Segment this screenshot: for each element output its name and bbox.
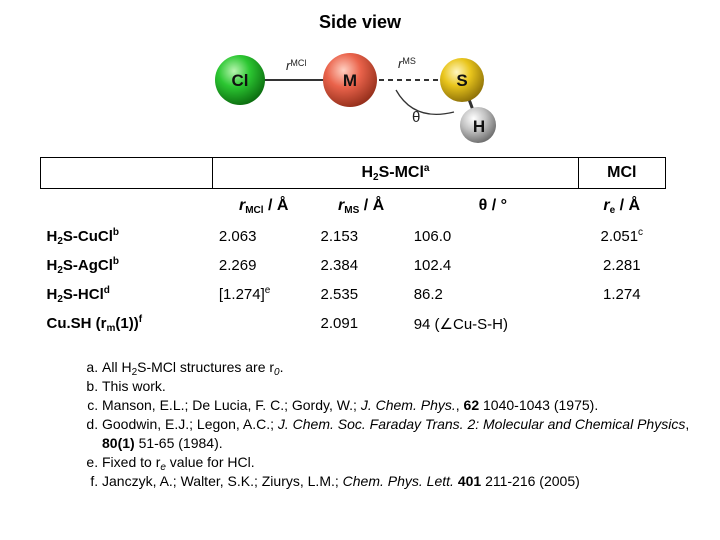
r-mcl-r: r (286, 58, 291, 73)
col-r-mcl-sub: MCl (245, 204, 264, 216)
row-label-sub: 2 (57, 265, 63, 276)
group-header-h2s-mcl (213, 158, 578, 189)
col-r-mcl-unit: / Å (263, 196, 289, 214)
angle-icon: ∠ (439, 315, 453, 333)
row-label-sub: 2 (57, 294, 63, 305)
cell-r-mcl (213, 280, 315, 309)
note-c-authors: Manson, E.L.; De Lucia, F. C.; Gordy, W.; (102, 397, 361, 413)
footnote-a (102, 358, 702, 377)
row-label (41, 280, 213, 309)
cell-r-mcl (213, 309, 315, 338)
note-f-authors: Janczyk, A.; Walter, S.K.; Ziurys, L.M.; (102, 473, 343, 489)
bond-parameters-table (40, 157, 666, 338)
atom-m-label: M (342, 71, 358, 90)
table-row (41, 222, 666, 251)
row-label-rest: S-HCl (62, 286, 104, 303)
row-label-main: Cu.SH (r (46, 315, 107, 332)
table-header-group-row (41, 158, 666, 189)
note-e-sub: e (160, 462, 166, 473)
note-e-pre: Fixed to r (102, 454, 161, 470)
table-row (41, 280, 666, 309)
cell-theta-rest: Cu-S-H) (453, 315, 508, 333)
row-label-rest: S-CuCl (62, 228, 113, 245)
cell-re: 2.281 (603, 257, 641, 274)
col-r-mcl-r: r (238, 196, 246, 214)
cell-r-ms: 2.384 (320, 257, 359, 274)
note-f-rest: 211-216 (2005) (481, 473, 580, 489)
note-d-journal: J. Chem. Soc. Faraday Trans. 2: Molecular and Chemical Physics (277, 416, 686, 432)
side-view-diagram (200, 36, 520, 148)
note-a-mid: S-MCl structures are r (137, 359, 275, 375)
row-label-main: H (46, 257, 58, 274)
note-d-sep: , (685, 416, 690, 432)
row-label-sup: d (103, 285, 110, 296)
cell-theta: 86.2 (413, 286, 443, 303)
footnote-b: b. This work. (102, 377, 702, 396)
r-mcl-label (286, 58, 306, 73)
row-label-sup: b (112, 256, 120, 267)
cell-r-ms: 2.535 (320, 286, 359, 303)
group-header-sup: a (423, 163, 430, 174)
group-header-rest: S-MCl (378, 164, 424, 181)
col-re-sub: e (609, 204, 616, 216)
table-row (41, 309, 666, 338)
cell-re (578, 309, 665, 338)
note-c-rest: 1040-1043 (1975). (479, 397, 599, 413)
footnotes-list (70, 358, 702, 491)
note-c-volume: 62 (463, 397, 480, 413)
diagram-title: Side view (318, 12, 402, 32)
cell-re: 1.274 (603, 286, 641, 303)
note-f-volume: 401 (457, 473, 482, 489)
col-re-unit: / Å (615, 196, 641, 214)
row-label-rest: S-AgCl (62, 257, 113, 274)
note-d-volume: 80(1) (102, 435, 135, 451)
col-r-ms-r: r (338, 196, 345, 214)
row-label-sup: b (112, 227, 120, 238)
row-label-sub: m (106, 323, 116, 334)
r-ms-sub: MS (402, 56, 416, 66)
cell-r-mcl-value: [1.274] (218, 286, 265, 303)
row-label (41, 251, 213, 280)
footnote-c (102, 396, 702, 415)
cell-theta: 106.0 (413, 228, 452, 245)
cell-r-mcl: 2.063 (218, 228, 257, 245)
r-ms-label (398, 56, 416, 71)
col-r-ms-unit: / Å (359, 196, 385, 214)
cell-theta-value: 94 ( (413, 315, 440, 333)
cell-re-value: 2.051 (600, 228, 639, 245)
row-label-sup: f (138, 314, 143, 325)
table-header-column-row (41, 189, 666, 223)
atom-h-label: H (472, 117, 486, 136)
cell-r-mcl-sup: e (264, 285, 271, 296)
group-header-mcl: MCl (578, 158, 665, 189)
col-header-empty (41, 189, 213, 223)
cell-r-ms: 2.091 (320, 315, 359, 332)
note-d-authors: Goodwin, E.J.; Legon, A.C.; (102, 416, 278, 432)
col-header-r-mcl (213, 189, 315, 223)
footnote-f (102, 472, 702, 491)
col-header-r-ms (315, 189, 408, 223)
r-ms-r: r (398, 56, 403, 71)
note-a-sub2: 0 (274, 367, 280, 378)
row-label (41, 222, 213, 251)
theta-label: θ (412, 109, 421, 126)
atom-cl-label: Cl (231, 71, 249, 90)
note-c-journal: J. Chem. Phys. (360, 397, 456, 413)
note-a-pre: All H (102, 359, 132, 375)
row-label (41, 309, 213, 338)
col-re-r: r (603, 196, 610, 214)
note-e-post: value for HCl. (165, 454, 255, 470)
note-c-sep: , (455, 397, 464, 413)
cell-r-mcl: 2.269 (218, 257, 257, 274)
row-label-rest: (1)) (115, 315, 139, 332)
group-header-sub: 2 (373, 172, 379, 183)
cell-re-sup: c (638, 227, 644, 238)
note-d-rest: 51-65 (1984). (134, 435, 223, 451)
col-header-re (578, 189, 665, 223)
col-header-theta: θ / ° (478, 196, 508, 214)
r-mcl-sub: MCl (290, 58, 307, 68)
note-a-sub: 2 (131, 367, 138, 378)
cell-re (578, 222, 665, 251)
note-a-post: . (279, 359, 284, 375)
row-label-main: H (46, 228, 58, 245)
atom-s-label: S (456, 71, 468, 90)
cell-theta: 102.4 (413, 257, 452, 274)
row-label-main: H (46, 286, 58, 303)
col-r-ms-sub: MS (344, 204, 360, 216)
group-header-main: H (361, 164, 374, 181)
header-empty-cell (41, 158, 213, 189)
table-row (41, 251, 666, 280)
footnote-d (102, 415, 702, 453)
cell-r-ms: 2.153 (320, 228, 359, 245)
cell-theta (408, 309, 578, 338)
note-f-journal: Chem. Phys. Lett. (342, 473, 454, 489)
footnote-e (102, 453, 702, 472)
row-label-sub: 2 (57, 236, 63, 247)
